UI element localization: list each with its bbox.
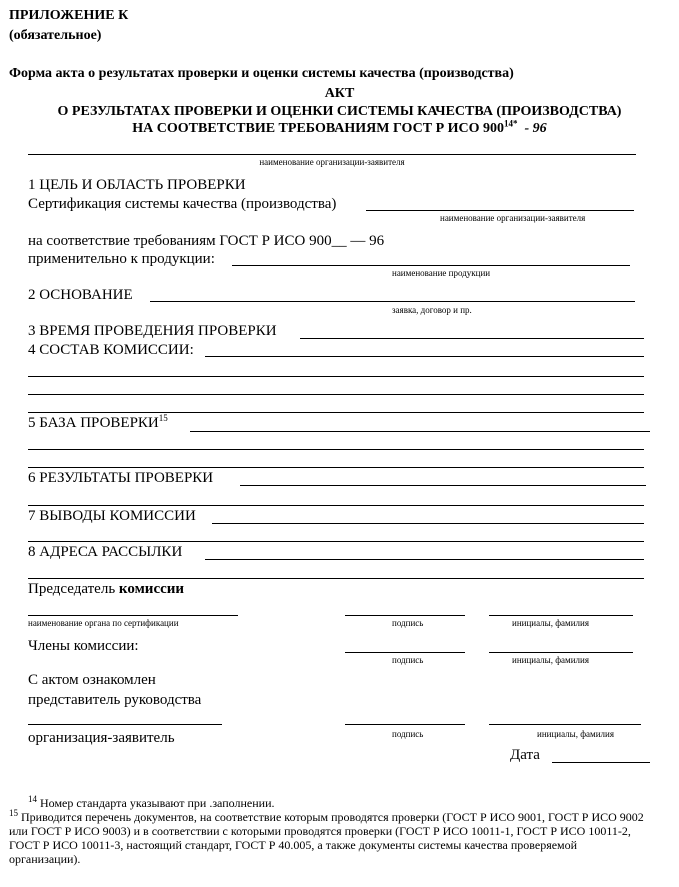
rep-signature-caption: подпись xyxy=(392,729,424,739)
results-field-1[interactable] xyxy=(240,485,646,486)
product-label: применительно к продукции: xyxy=(28,251,215,267)
applicant-name-caption: наименование организации-заявителя xyxy=(259,157,405,167)
appendix-mandatory: (обязательное) xyxy=(9,28,102,43)
date-field[interactable] xyxy=(552,762,650,763)
acquainted-label: С актом ознакомлен xyxy=(28,672,156,688)
basis-field[interactable] xyxy=(150,301,635,302)
management-rep-label: представитель руководства xyxy=(28,692,202,708)
audit-base-field-1[interactable] xyxy=(190,431,650,432)
commission-field-4[interactable] xyxy=(28,412,644,413)
chairman-signature-field[interactable] xyxy=(345,615,465,616)
chairman-initials-caption: инициалы, фамилия xyxy=(512,618,589,628)
applicant-org-label: организация-заявитель xyxy=(28,730,175,746)
section2-heading: 2 ОСНОВАНИЕ xyxy=(28,287,133,303)
audit-base-field-3[interactable] xyxy=(28,467,644,468)
footnote-14-number: 14 xyxy=(28,794,37,804)
footnote-ref-15: 15 xyxy=(158,413,168,423)
footnote-15-number: 15 xyxy=(9,808,18,818)
members-label: Члены комиссии: xyxy=(28,638,139,654)
certification-label: Сертификация системы качества (производства) xyxy=(28,196,337,212)
chairman-prefix: Председатель xyxy=(28,581,119,597)
section5-label: 5 БАЗА ПРОВЕРКИ xyxy=(28,415,159,431)
commission-field-2[interactable] xyxy=(28,376,644,377)
members-initials-field[interactable] xyxy=(489,652,633,653)
form-title: Форма акта о результатах проверки и оценки системы качества (производства) xyxy=(9,66,514,81)
conformity-text: на соответствие требованиям ГОСТ Р ИСО 900__ — 96 xyxy=(28,233,385,249)
chairman-label xyxy=(28,581,184,598)
act-standard-prefix: НА СООТВЕТСТВИЕ ТРЕБОВАНИЯМ ГОСТ Р ИСО 900 xyxy=(132,121,505,136)
footnote-14-text: Номер стандарта указывают при .заполнении. xyxy=(37,796,275,810)
distribution-field-1[interactable] xyxy=(205,559,644,560)
section8-heading: 8 АДРЕСА РАССЫЛКИ xyxy=(28,544,183,560)
date-label: Дата xyxy=(510,747,540,763)
act-subtitle: О РЕЗУЛЬТАТАХ ПРОВЕРКИ И ОЦЕНКИ СИСТЕМЫ КАЧЕСТВА (ПРОИЗВОДСТВА) xyxy=(57,104,622,119)
members-initials-caption: инициалы, фамилия xyxy=(512,655,589,665)
time-field[interactable] xyxy=(300,338,644,339)
rep-initials-caption: инициалы, фамилия xyxy=(537,729,614,739)
audit-base-field-2[interactable] xyxy=(28,449,644,450)
rep-signature-field[interactable] xyxy=(345,724,465,725)
conclusions-field-1[interactable] xyxy=(212,523,644,524)
certification-field[interactable] xyxy=(366,210,634,211)
section3-heading: 3 ВРЕМЯ ПРОВЕДЕНИЯ ПРОВЕРКИ xyxy=(28,323,277,339)
footnote-15 xyxy=(9,810,649,866)
footnote-14 xyxy=(28,796,275,810)
management-rep-field[interactable] xyxy=(28,724,222,725)
act-standard-suffix: - 96 xyxy=(517,121,547,136)
act-title: АКТ xyxy=(324,86,355,101)
chairman-bold: комиссии xyxy=(118,581,185,597)
members-signature-field[interactable] xyxy=(345,652,465,653)
cert-body-caption: наименование органа по сертификации xyxy=(28,618,179,628)
commission-field-3[interactable] xyxy=(28,394,644,395)
product-field[interactable] xyxy=(232,265,630,266)
section1-heading: 1 ЦЕЛЬ И ОБЛАСТЬ ПРОВЕРКИ xyxy=(28,177,246,193)
chairman-signature-caption: подпись xyxy=(392,618,424,628)
commission-field-1[interactable] xyxy=(205,356,644,357)
members-signature-caption: подпись xyxy=(392,655,424,665)
product-caption: наименование продукции xyxy=(392,268,491,278)
section6-heading: 6 РЕЗУЛЬТАТЫ ПРОВЕРКИ xyxy=(28,470,214,486)
applicant-name-field[interactable] xyxy=(28,154,636,155)
basis-caption: заявка, договор и пр. xyxy=(392,305,472,315)
appendix-title: ПРИЛОЖЕНИЕ К xyxy=(9,8,129,23)
certification-caption: наименование организации-заявителя xyxy=(440,213,586,223)
distribution-field-2[interactable] xyxy=(28,578,644,579)
section5-heading xyxy=(28,415,168,432)
results-field-2[interactable] xyxy=(28,505,644,506)
chairman-initials-field[interactable] xyxy=(489,615,633,616)
footnote-ref-14: 14* xyxy=(504,118,518,129)
section4-heading: 4 СОСТАВ КОМИССИИ: xyxy=(28,342,194,358)
cert-body-field[interactable] xyxy=(28,615,238,616)
footnote-15-text: Приводится перечень документов, на соответствие которым проводятся проверки (ГОСТ Р ИСО 9001, ГОСТ Р ИСО 9002 или ГОСТ Р ИСО 9003) и в соответствии с которыми проводятся проверки (ГОСТ Р ИСО 10011-1, ГОСТ Р ИСО 10011-2, ГОСТ Р ИСО 10011-3, настоящий стандарт, ГОСТ Р 40.005, а также документы системы качества проверяемой организации). xyxy=(9,810,644,866)
section7-heading: 7 ВЫВОДЫ КОМИССИИ xyxy=(28,508,196,524)
conclusions-field-2[interactable] xyxy=(28,541,644,542)
act-standard-line xyxy=(0,118,679,137)
rep-initials-field[interactable] xyxy=(489,724,641,725)
